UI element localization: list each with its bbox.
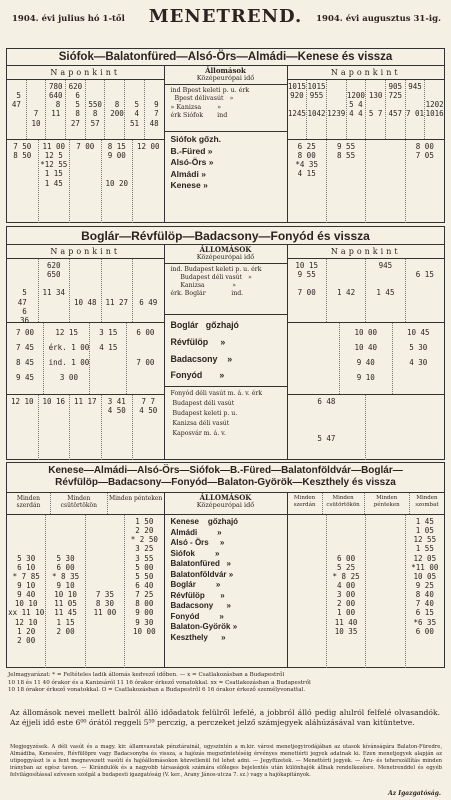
time-column xyxy=(288,323,341,394)
time-column: 5 4 51 xyxy=(125,80,145,139)
time-column: 11 00 12 5 *12 55 1 15 1 45 xyxy=(39,140,71,223)
time-column: 550 8 57 xyxy=(86,80,106,139)
day-heading: Minden pénteken xyxy=(365,493,410,514)
time-column: 12 00 xyxy=(136,142,160,151)
time-column: 10 45 5 30 4 30 xyxy=(406,328,430,367)
legend xyxy=(8,672,444,695)
time-column: 7 50 8 50 xyxy=(7,140,39,223)
day-heading: Minden szombat xyxy=(415,495,439,508)
timezone-note: Középeurópai idő xyxy=(196,253,255,262)
legend-line: 10 18 és 11 40 órakor és a Kanizsáról 11 16 órakor érkező vonatokkal. xx = Csatlakozásban a Budapestről xyxy=(8,679,311,686)
time-column: 7 00 xyxy=(70,140,102,223)
naponkint-label: Naponkint xyxy=(288,245,445,259)
route-title xyxy=(7,463,444,493)
stations-column xyxy=(164,493,288,668)
time-column: 905 725 457 xyxy=(386,80,406,139)
return-rail-stations: Fonyód déli vasút m. á. v. érk Budapest déli vasút Budapest keleti p. u. Kanizsa déli vasút Kaposvár m. á. v. xyxy=(170,390,263,437)
time-column: 620 6 5 8 27 xyxy=(66,80,86,139)
valid-from: 1904. évi julius hó 1-től xyxy=(12,14,125,24)
time-column: 7 35 8 30 11 00 xyxy=(86,515,125,668)
signature: Az Igazgatóság. xyxy=(388,790,441,797)
section-siofok-kenese xyxy=(6,48,445,223)
time-column: 10 00 10 40 9 40 9 10 xyxy=(340,323,393,394)
time-column: 6 49 xyxy=(139,297,158,307)
time-column: 620 650 11 34 xyxy=(39,259,71,322)
route-title-line2: Révfülöp—Badacsony—Fonyód—Balaton-Györök—Keszthely és vissza xyxy=(55,476,396,488)
time-column: 9 7 48 xyxy=(149,100,159,128)
time-column: 8 15 9 00 10 20 xyxy=(102,140,134,223)
valid-until: 1904. évi augusztus 31-ig. xyxy=(316,14,441,24)
day-heading: Minden pénteken xyxy=(108,495,163,502)
time-column: 3 15 4 15 xyxy=(90,323,127,394)
remarks: Megjegyzések. A déli vasút és a magy. kir. államvasutak pénztárainál, ugyszintén a m.kir. városi menetjegyirodájában az utasok kívánságára Balaton-Füredre, Almádiba, Kenesére, Révfülöpre vagy Badacsonyba és vissza, a hajózás megszüntetéséig érvényes menettérti jegyek adatnak ki. Ezen menetjegyek alapján az utipoggyászt is a fent megnevezett vasúti és hajóállomásokon közvetlenül fel lehet adni. — Jegyfüzetek. — Menettérti jegyek. — Áru- és teherszállítás minden irányban az egész tavon. — Kirándulók és a nagyobb társaságok számára előleges bejelentés után különhajók állnak rendelkezésre. Menetrenddel és egyéb felvilágosítással szívesen szolgál a budapesti igazgatóság (V. ker., Arany János-utcza 7. sz.) vagy a hajókapitányok. xyxy=(10,744,442,779)
stations-column xyxy=(164,66,288,223)
time-column: 5 30 6 00 * 8 35 9 10 10 10 11 05 11 45 1 15 2 00 xyxy=(46,515,85,668)
page-title: MENETREND. xyxy=(148,6,303,27)
stations-column xyxy=(164,245,288,460)
time-column: 7 10 xyxy=(27,80,47,139)
time-column: 6 25 8 00 *4 35 4 15 xyxy=(288,140,327,223)
day-heading: Minden csütörtökön xyxy=(51,493,108,514)
time-column: 12 10 xyxy=(7,395,39,460)
time-column: 6 15 xyxy=(415,270,434,280)
time-column: 8 200 xyxy=(105,80,125,139)
time-column: 10 48 xyxy=(70,259,102,322)
rail-stations: ind. Budapest keleti p. u. érk Budapest déli vasút » Kanizsa » érk. Boglár ind. xyxy=(165,264,287,315)
timezone-note: Középeurópai idő xyxy=(196,501,255,510)
left-schedule xyxy=(7,493,164,668)
time-column: 1 50 2 20 * 2 50 3 25 3 55 5 00 5 50 6 40 7 25 8 00 9 00 9 30 10 00 xyxy=(130,517,158,636)
right-schedule xyxy=(288,493,445,668)
left-schedule xyxy=(7,66,164,223)
time-column: 5 47 6 36 xyxy=(7,259,39,322)
legend-line: 10 18 órakor érkező vonatokkal. O = Csatlakozásban a Budapestről 6 16 órakor érkező személyvonattal. xyxy=(8,687,306,694)
time-column: 1015 920 1245 xyxy=(288,80,308,139)
time-column: 10 16 xyxy=(39,395,71,460)
time-column: 7 00 7 45 8 45 9 45 xyxy=(7,323,44,394)
day-heading: Minden csütörtökön xyxy=(323,493,365,514)
time-column: 10 15 9 55 7 00 xyxy=(288,259,327,322)
day-heading: Minden szerdán xyxy=(288,493,323,514)
ferry-stations: Siófok gőzh. B.-Füred » Alsó-Örs » Almádi » Kenese » xyxy=(170,134,222,191)
timezone-note: Középeurópai idő xyxy=(196,74,255,83)
time-column: 6 00 7 00 xyxy=(136,328,155,367)
route-title-line1: Kenese—Almádi—Alsó-Örs—Siófok—B.-Füred—Balatonföldvár—Boglár— xyxy=(48,465,403,476)
time-column: 1200 5 4 4 4 xyxy=(347,80,367,139)
day-heading: Minden szerdán xyxy=(7,493,51,514)
time-column: 6 48 5 47 xyxy=(288,395,367,460)
legend-line: Jelmagyarázat: * = Feltételes ladik állomás kedvező időben. — x = Csatlakozásban a Budapestről xyxy=(8,672,285,678)
time-column xyxy=(366,395,444,460)
time-column: 9 55 8 55 xyxy=(327,140,366,223)
time-column xyxy=(366,515,405,668)
route-title: Boglár—Révfülöp—Badacsony—Fonyód és vissza xyxy=(7,227,444,245)
right-schedule xyxy=(288,245,445,460)
time-column: 11 17 xyxy=(70,395,102,460)
reading-note: Az állomások nevei mellett balról álló időadatok felülről lefelé, a jobbról álló pedig alulról felfelé olvasandók. Az éjjeli idő este 6⁰⁰ órától reggeli 5⁵⁹ perczig, a perczeket jelző számjegyek aláhúzásával van kitüntetve. xyxy=(10,708,440,727)
time-column xyxy=(288,515,327,668)
time-column: 1239 xyxy=(327,80,347,139)
stations-heading: ÁLLOMÁSOK xyxy=(199,245,252,254)
section-kenese-keszthely xyxy=(6,462,445,668)
time-column: 3 41 4 50 xyxy=(102,395,134,460)
route-title: Siófok—Balatonfüred—Alsó-Örs—Almádi—Kenese és vissza xyxy=(7,49,444,66)
naponkint-label: Naponkint xyxy=(7,245,164,259)
left-schedule xyxy=(7,245,164,460)
naponkint-label: Naponkint xyxy=(288,66,445,80)
rail-stations: ind Bpest keleti p. u. érk Bpest délivasút » » Kanizsa » érk Siófok ind xyxy=(165,85,287,132)
time-column: 1 42 xyxy=(327,259,366,322)
section-boglar-fonyod xyxy=(6,226,445,460)
time-column: 7 7 4 50 xyxy=(139,397,158,416)
time-column: 5 47 xyxy=(7,80,27,139)
time-column: 1 45 1 05 12 55 1 55 12 05 *11 00 10 05 9 25 8 40 7 40 6 15 *6 35 6 00 xyxy=(411,517,439,636)
time-column: 1015 955 1042 xyxy=(307,80,327,139)
time-column: 945 7 01 xyxy=(406,80,426,139)
time-column: 5 30 6 10 * 7 85 9 10 9 40 10 10 xx 11 10 12 10 1 20 2 00 xyxy=(7,515,46,668)
stations-heading: ÁLLOMÁSOK xyxy=(199,493,252,502)
time-column xyxy=(366,140,405,223)
time-column: 8 00 7 05 xyxy=(415,142,434,161)
page-header xyxy=(6,4,445,30)
time-column: 945 1 45 xyxy=(366,259,405,322)
stations-heading: Állomások xyxy=(205,66,246,75)
ferry-stations: Boglár gőzhajó Révfülöp » Badacsony » Fonyód » xyxy=(165,315,287,387)
ferry-stations: Kenese gőzhajó Almádi » Alsó - Örs » Siófok » Balatonfüred » Balatonföldvár » Boglár » Révfülöp » Badacsony » Fonyód » Balaton-Györök » Keszthely » xyxy=(170,517,239,643)
time-column: 130 5 7 xyxy=(366,80,386,139)
time-column: 12 15 érk. 1 00 ind. 1 00 3 00 xyxy=(44,323,90,394)
right-schedule xyxy=(288,66,445,223)
time-column: 11 27 xyxy=(102,259,134,322)
time-column: 6 00 5 25 * 8 25 4 00 3 00 2 00 1 00 11 40 10 35 xyxy=(327,515,366,668)
time-column: 1202 1016 xyxy=(425,100,444,119)
naponkint-label: Naponkint xyxy=(7,66,164,80)
time-column: 780 640 8 11 xyxy=(46,80,66,139)
